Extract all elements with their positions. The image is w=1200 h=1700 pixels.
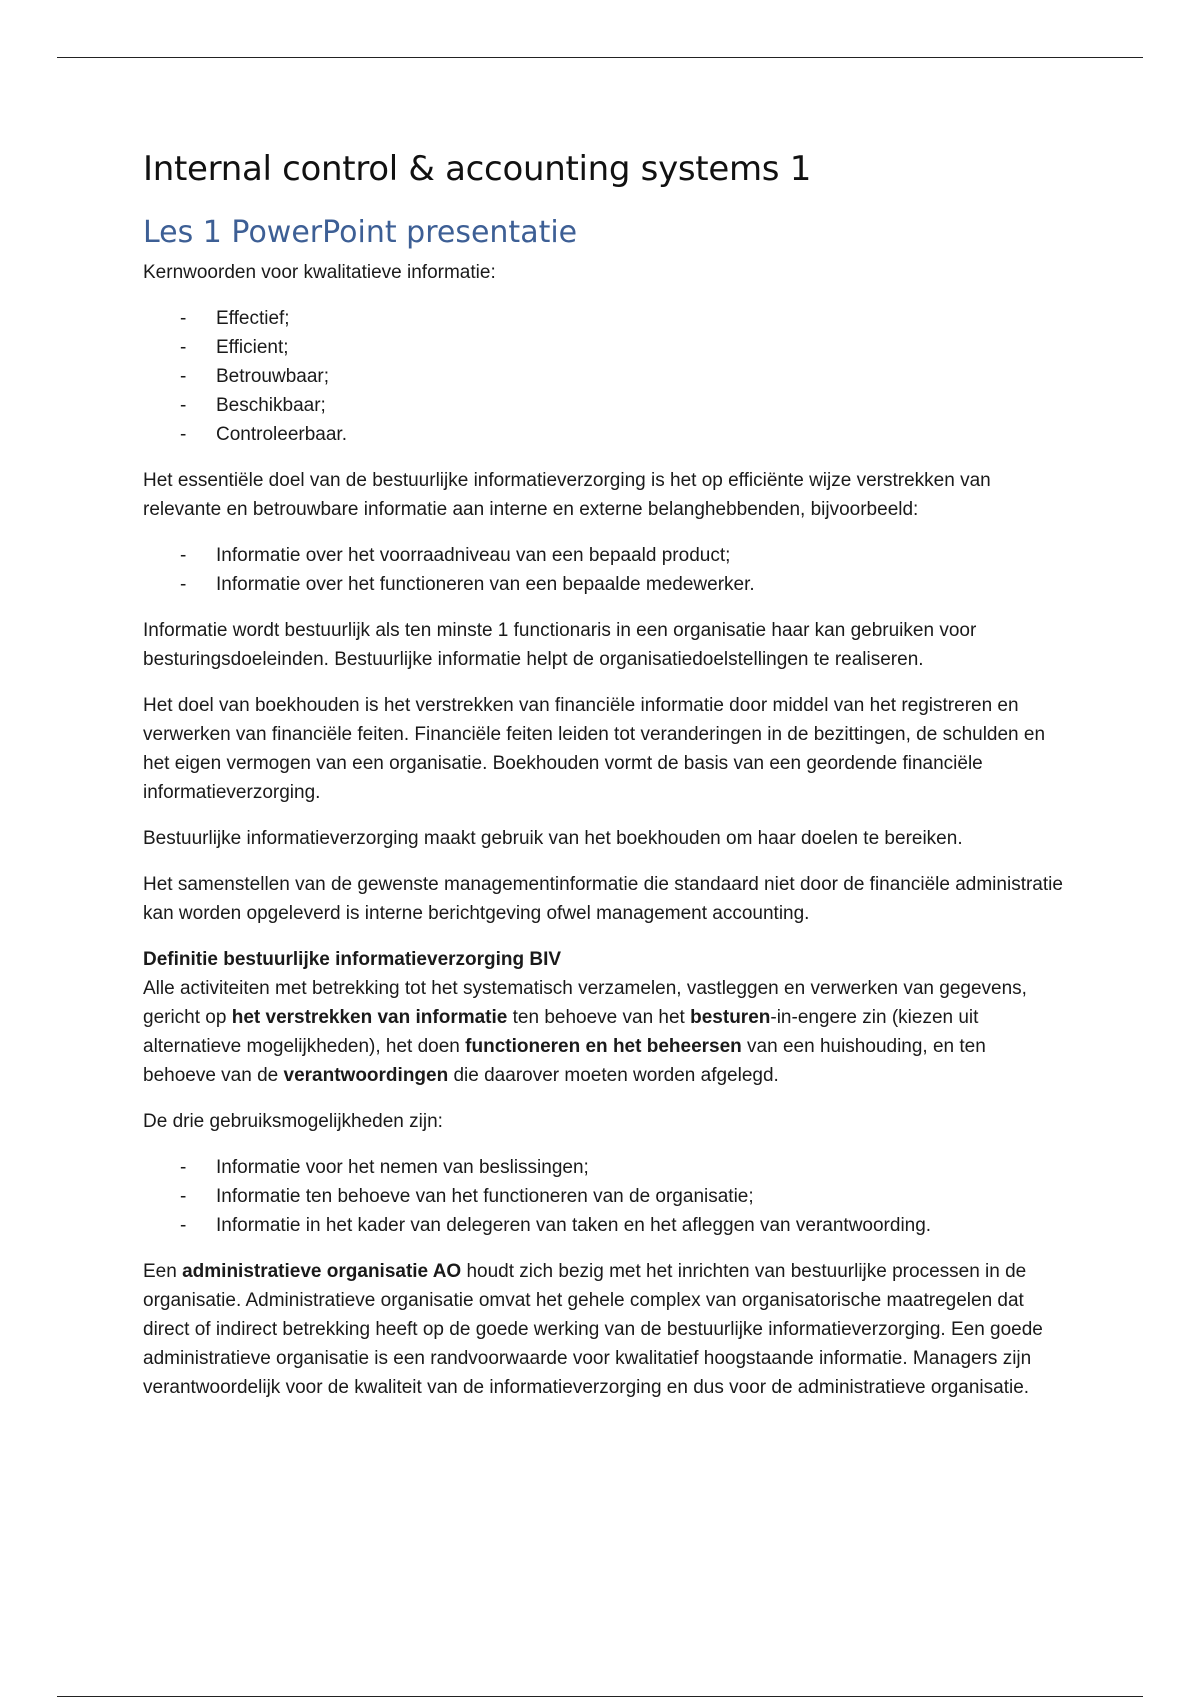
dash-bullet: - — [180, 574, 187, 595]
list-item: - Informatie voor het nemen van beslissingen; — [143, 1153, 1063, 1182]
dash-bullet: - — [180, 337, 187, 358]
paragraph-goal: Het essentiële doel van de bestuurlijke informatieverzorging is het op efficiënte wijze verstrekken van relevante en betrouwbare informatie aan interne en externe belanghebbenden, bijvoorbeeld: — [143, 470, 991, 520]
dash-bullet: - — [180, 424, 187, 445]
keywords-intro: Kernwoorden voor kwalitatieve informatie: — [143, 262, 496, 283]
dash-bullet: - — [180, 395, 187, 416]
list-item: - Efficient; — [143, 333, 1063, 362]
footer-rule — [57, 1696, 1143, 1697]
paragraph-boekhouden: Het doel van boekhouden is het verstrekken van financiële informatie door middel van het registreren en verwerken van financiële feiten. Financiële feiten leiden tot veranderingen in de bezittingen, de schulden en het eigen vermogen van een organisatie. Boekhouden vormt de basis van een geordende financiële informatieverzorging. — [143, 695, 1046, 803]
keywords-list — [143, 304, 1063, 449]
definition-block: Definitie bestuurlijke informatieverzorging BIV Alle activiteiten met betrekking tot het systematisch verzamelen, vastleggen en verwerken van gegevens, gericht op het verstrekken van informatie ten behoeve van het besturen-in-engere zin (kiezen uit alternatieve mogelijkheden), het doen functioneren en het beheersen van een huishouding, en ten behoeve van de verantwoordingen die daarover moeten worden afgelegd. — [143, 949, 1027, 1086]
dash-bullet: - — [180, 545, 187, 566]
list-item: - Beschikbaar; — [143, 391, 1063, 420]
uses-intro: De drie gebruiksmogelijkheden zijn: — [143, 1111, 443, 1132]
list-item: - Informatie over het functioneren van een bepaalde medewerker. — [143, 570, 1063, 599]
list-item: - Informatie over het voorraadniveau van een bepaald product; — [143, 541, 1063, 570]
section-heading: Les 1 PowerPoint presentatie — [143, 215, 578, 250]
paragraph-administratieve-organisatie: Een administratieve organisatie AO houdt zich bezig met het inrichten van bestuurlijke processen in de organisatie. Administratieve organisatie omvat het gehele complex van organisatorische maatregelen dat direct of indirect betrekking heeft op de goede werking van de bestuurlijke informatieverzorging. Een goede administratieve organisatie is een randvoorwaarde voor kwalitatief hoogstaande informatie. Managers zijn verantwoordelijk voor de kwaliteit van de informatieverzorging en dus voor de administratieve organisatie. — [143, 1261, 1043, 1398]
list-item: - Informatie ten behoeve van het functioneren van de organisatie; — [143, 1182, 1063, 1211]
dash-bullet: - — [180, 366, 187, 387]
examples-list — [143, 541, 1063, 599]
definition-heading: Definitie bestuurlijke informatieverzorging BIV — [143, 949, 562, 970]
document-body — [143, 140, 1063, 1419]
list-item: - Informatie in het kader van delegeren van taken en het afleggen van verantwoording. — [143, 1211, 1063, 1240]
paragraph-management-accounting: Het samenstellen van de gewenste managementinformatie die standaard niet door de financiële administratie kan worden opgeleverd is interne berichtgeving ofwel management accounting. — [143, 874, 1063, 924]
paragraph-bestuurlijk: Informatie wordt bestuurlijk als ten minste 1 functionaris in een organisatie haar kan gebruiken voor besturingsdoeleinden. Bestuurlijke informatie helpt de organisatiedoelstellingen te realiseren. — [143, 620, 977, 670]
uses-list — [143, 1153, 1063, 1240]
paragraph-biv-boekhouden: Bestuurlijke informatieverzorging maakt gebruik van het boekhouden om haar doelen te bereiken. — [143, 828, 963, 849]
list-item: - Effectief; — [143, 304, 1063, 333]
dash-bullet: - — [180, 308, 187, 329]
document-title: Internal control & accounting systems 1 — [143, 149, 812, 189]
dash-bullet: - — [180, 1215, 187, 1236]
list-item: - Controleerbaar. — [143, 420, 1063, 449]
dash-bullet: - — [180, 1186, 187, 1207]
header-rule — [57, 57, 1143, 58]
list-item: - Betrouwbaar; — [143, 362, 1063, 391]
dash-bullet: - — [180, 1157, 187, 1178]
